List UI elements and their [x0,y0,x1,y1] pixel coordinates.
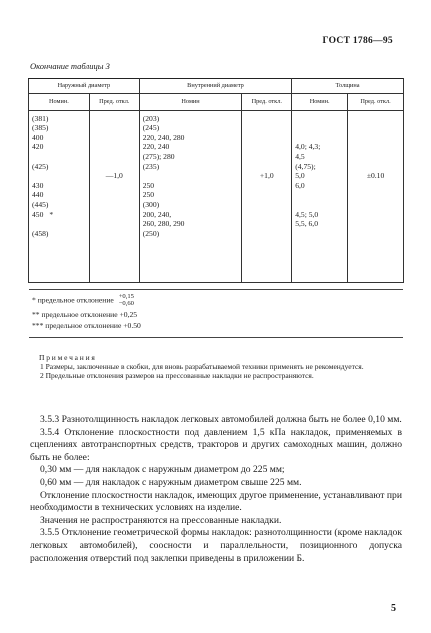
outer-tolerance-cell: —1,0 [89,110,139,238]
outer-nominal-cell: (445) [29,200,90,210]
inner-tolerance-cell: +1,0 [242,110,292,238]
footnote-2 [32,310,137,319]
notes-divider [29,337,403,338]
thickness-nominal-cell [292,133,348,143]
thickness-nominal-cell: (4,75); 5,0 [292,162,348,181]
table-blank-cell [292,238,348,283]
group-outer-diameter: Наружный диаметр [29,79,140,94]
footnote-1-mark: * [32,295,36,305]
thickness-nominal-cell [292,229,348,239]
thickness-nominal-cell [292,200,348,210]
note-item: 2 Предельные отклонения размеров на прессованные накладки не распространяются. [40,371,314,381]
footnote-3-mark: *** [32,321,44,330]
inner-nominal-cell: (203) [139,110,242,123]
note-item: 1 Размеры, заключенные в скобки, для вновь разрабатываемой техники применять не рекомендуется. [40,362,364,372]
inner-nominal-cell: (235) [139,162,242,181]
outer-nominal-cell-450 [29,210,90,229]
paragraph-3-5-4: 3.5.4 Отклонение плоскостности под давлением 1,5 кПа накладок, применяемых в сцеплениях автотранспортных средств, тракторов и других самоходных машин, должно быть не более: [30,426,402,463]
table-blank-cell [29,238,90,283]
outer-nominal-cell: (458) [29,229,90,239]
footnote-1-text: предельное отклонение [37,295,114,305]
notes-block [30,353,402,381]
subheader-thickness-tolerance: Пред. откл. [348,93,404,110]
thickness-nominal-cell: 4,0; 4,3; 4,5 [292,142,348,161]
page-number: 5 [391,603,396,614]
footnote-marker: * [49,209,54,219]
table-blank-cell [139,238,242,283]
footnote-divider [29,289,403,290]
table-caption: Окончание таблицы 3 [30,61,110,71]
thickness-nominal-cell [292,123,348,133]
thickness-nominal-cell [292,190,348,200]
body-text [30,414,402,565]
paragraph-other-use: Отклонение плоскостности накладок, имеющих другое применение, устанавливают при необходимости в технических условиях на изделие. [30,489,402,514]
thickness-nominal-cell: 6,0 [292,181,348,191]
group-inner-diameter: Внутренний диаметр [139,79,292,94]
inner-nominal-cell: 220, 240, 280 [139,133,242,143]
paragraph-pressed-linings: Значения не распространяются на прессованные накладки. [40,514,282,526]
outer-nominal-value: 450 [32,209,44,219]
subheader-outer-nominal: Номин. [29,93,90,110]
inner-nominal-cell: (250) [139,229,242,239]
inner-nominal-cell: 200, 240, 260, 280, 290 [139,210,242,229]
outer-nominal-cell: (385) [29,123,90,133]
thickness-nominal-cell [292,110,348,123]
outer-nominal-cell: (425) [29,162,90,181]
table-blank-cell [242,238,292,283]
table-blank-cell [348,238,404,283]
paragraph-limit-2: 0,60 мм — для накладок с наружным диаметром свыше 225 мм. [40,476,302,488]
footnote-3 [32,321,141,330]
subheader-outer-tolerance: Пред. откл. [89,93,139,110]
notes-title: Примечания [39,353,97,362]
subheader-inner-nominal: Номин [139,93,242,110]
outer-nominal-cell: 430 [29,181,90,191]
standard-header: ГОСТ 1786—95 [322,36,393,46]
paragraph-3-5-5: 3.5.5 Отклонение геометрической формы накладок: разнотолщинности (кроме накладок легковых автомобилей), соосности и параллельности, позиционного допуска расположения отверстий под заклепки приведены в приложении Б. [30,527,402,564]
inner-nominal-cell: 250 [139,190,242,200]
outer-nominal-cell: 400 [29,133,90,143]
dimensions-table [28,78,404,283]
paragraph-3-5-3: 3.5.3 Разнотолщинность накладок легковых автомобилей должна быть не более 0,10 мм. [40,414,402,425]
inner-nominal-cell: 220, 240 (275); 280 [139,142,242,161]
footnote-2-text: предельное отклонение +0,25 [41,310,138,319]
paragraph-limit-1: 0,30 мм — для накладок с наружным диаметром до 225 мм; [40,464,285,476]
outer-nominal-cell: 420 [29,142,90,161]
thickness-tolerance-cell: ±0.10 [348,110,404,238]
footnote-2-mark: ** [32,310,40,319]
table-blank-cell [89,238,139,283]
footnote-1-tolerance [119,294,134,308]
inner-nominal-cell: 250 [139,181,242,191]
outer-nominal-cell: 440 [29,190,90,200]
inner-nominal-cell: (245) [139,123,242,133]
group-thickness: Толщина [292,79,404,94]
footnote-3-text: предельное отклонение +0.50 [45,321,141,330]
subheader-thickness-nominal: Номин. [292,93,348,110]
footnote-1 [32,294,134,308]
footnote-1-lower: −0,60 [118,299,134,307]
outer-nominal-cell: (381) [29,110,90,123]
thickness-nominal-cell: 4,5; 5,0 5,5, 6,0 [292,210,348,229]
footnote-1-upper: +0,15 [118,293,134,300]
subheader-inner-tolerance: Пред. откл. [242,93,292,110]
inner-nominal-cell: (300) [139,200,242,210]
